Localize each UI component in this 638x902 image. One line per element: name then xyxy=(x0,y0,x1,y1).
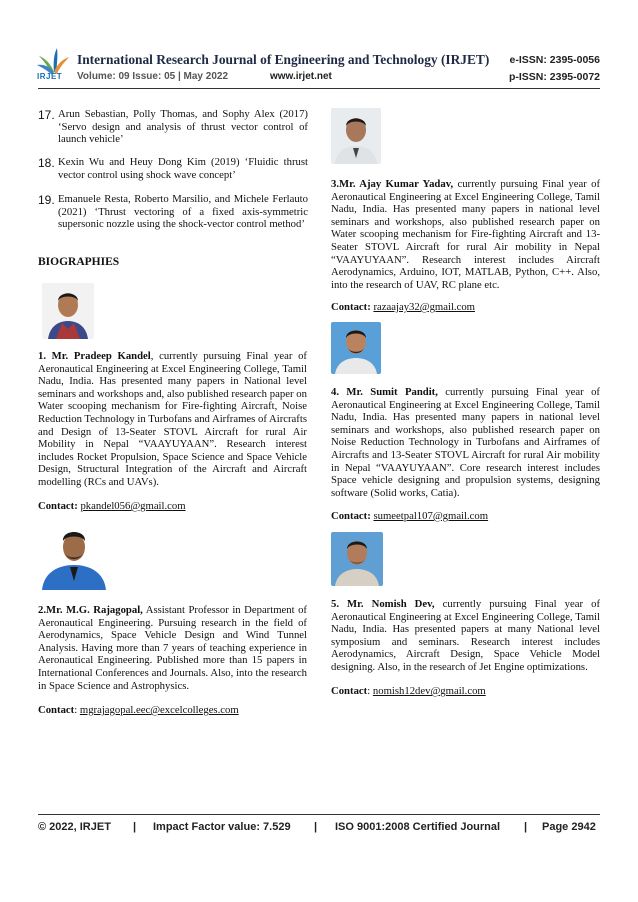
contact-line: Contact: mgrajagopal.eec@excelcolleges.com xyxy=(38,704,239,716)
biographies-heading: BIOGRAPHIES xyxy=(38,256,120,268)
logo-text: IRJET xyxy=(37,72,63,81)
author-name: 4. Mr. Sumit Pandit, xyxy=(331,386,438,398)
journal-website[interactable]: www.irjet.net xyxy=(270,71,332,82)
reference-text: Arun Sebastian, Polly Thomas, and Sophy Alex (2017) ‘Servo design and analysis of thrust vector control of launch vehicle’ xyxy=(58,108,308,146)
email-link[interactable]: razaajay32@gmail.com xyxy=(373,301,475,313)
author-photo xyxy=(331,108,381,164)
iso-certification: ISO 9001:2008 Certified Journal xyxy=(335,821,501,833)
contact-label: Contact xyxy=(38,704,75,716)
footer-separator: | xyxy=(314,821,318,833)
bio-text: Assistant Professor in Department of Aeronautical Engineering. Pursuing research in the field of Aerodynamics, Space Vehicle Design and Wind Tunnel Analysis. Having more than 7 years of teaching experience in Aeronautical Engineering. Published more than 15 papers in International Conferences and Journals. Also, into the research in Space Science and Astrophysics. xyxy=(38,604,307,692)
email-link[interactable]: pkandel056@gmail.com xyxy=(80,500,186,512)
impact-factor: Impact Factor value: 7.529 xyxy=(153,821,291,833)
bio-text: currently pursuing Final year of Aeronautical Engineering at Excel Engineering College, Tamil Nadu, India. Has presented many papers in national level seminars and workshops, also published research paper on Noise Reduction Technology in Turbofans and Airframes of Aircrafts and 13-Seater STOVL Aircraft for rural Air mobility in Nepal “VAAYUYAAN”. Core research interest includes Space vehicle designing and propulsion systems, designing software (Solid works, Catia). xyxy=(331,386,600,499)
contact-label: Contact xyxy=(331,685,368,697)
author-name: 3.Mr. Ajay Kumar Yadav, xyxy=(331,178,454,190)
reference-number: 17. xyxy=(38,108,55,122)
footer-divider xyxy=(38,814,600,815)
author-name: 2.Mr. M.G. Rajagopal, xyxy=(38,604,143,616)
bio-text: currently pursuing Final year of Aeronautical Engineering at Excel Engineering College, Tamil Nadu, India. Has presented many papers in national level seminars and workshops, also published research paper on Water scooping mechanism for Fire-fighting Aircraft and 13-Seater STOVL Aircraft for rural Air mobility in Nepal “VAAYUYAAN”. Research interest includes Aircraft Aerodynamics, Arduino, IOT, MATLAB, Python, C++. Also, into the research of UAV, RC plane etc. xyxy=(331,178,601,291)
author-name: 1. Mr. Pradeep Kandel xyxy=(38,350,151,362)
bio-paragraph xyxy=(38,604,307,692)
contact-label: Contact: xyxy=(331,510,371,522)
bio-text: , currently pursuing Final year of Aeronautical Engineering at Excel Engineering College, Tamil Nadu, India. Has presented many papers in National level seminars and workshops and, also published research paper on Water scooping mechanism for Fire-fighting Aircraft, Noise Reduction Technology in Turbofans and Airframes of Aircrafts and Design of 13-Seater STOVL Aircraft for rural Air Mobility in Nepal “VAAYUYAAN”. Research interest includes Rocket Propulsion, Space Science and Space Vehicle Design, Structural Integration of the Aircraft and Aircraft modelling (RCs and UAVs). xyxy=(38,350,307,488)
page-header xyxy=(0,0,638,100)
email-link[interactable]: sumeetpal107@gmail.com xyxy=(373,510,489,522)
contact-line: Contact: nomish12dev@gmail.com xyxy=(331,685,486,697)
pissn: p-ISSN: 2395-0072 xyxy=(508,71,600,83)
header-divider xyxy=(38,88,600,89)
email-link[interactable]: nomish12dev@gmail.com xyxy=(372,685,486,697)
eissn: e-ISSN: 2395-0056 xyxy=(509,54,600,66)
reference-number: 19. xyxy=(38,193,55,207)
contact-line xyxy=(331,510,488,522)
bio-paragraph xyxy=(331,178,600,291)
footer-separator: | xyxy=(524,821,528,833)
copyright: © 2022, IRJET xyxy=(38,821,111,833)
bio-paragraph xyxy=(331,386,600,499)
reference-text: Kexin Wu and Heuy Dong Kim (2019) ‘Fluidic thrust vector control using shock wave concept’ xyxy=(58,156,308,181)
contact-line xyxy=(331,301,475,313)
contact-label: Contact: xyxy=(38,500,78,512)
footer-separator: | xyxy=(133,821,137,833)
bio-paragraph xyxy=(331,598,600,674)
page-number: Page 2942 xyxy=(542,821,596,833)
reference-number: 18. xyxy=(38,156,55,170)
contact-line xyxy=(38,500,186,512)
contact-label: Contact: xyxy=(331,301,371,313)
author-name: 5. Mr. Nomish Dev, xyxy=(331,598,435,610)
bio-paragraph xyxy=(38,350,307,489)
author-photo xyxy=(331,532,383,586)
author-photo xyxy=(40,525,108,590)
author-photo xyxy=(331,322,381,374)
journal-title: International Research Journal of Engineering and Technology (IRJET) xyxy=(77,52,490,67)
bio-text: currently pursuing Final year of Aeronautical Engineering at Excel Engineering College, Tamil Nadu, India. Has presented papers at many National level symposium and seminars. Research interest includes Aerodynamics, Aircraft Design, Space Vehicle Model designing. Also, in the research of Jet Engine optimizations. xyxy=(331,598,600,673)
reference-text: Emanuele Resta, Roberto Marsilio, and Michele Ferlauto (2021) ‘Thrust vectoring of a fixed axis-symmetric supersonic nozzle using the shock-vector control method’ xyxy=(58,193,308,231)
email-link[interactable]: mgrajagopal.eec@excelcolleges.com xyxy=(79,704,239,716)
author-photo xyxy=(42,283,94,339)
volume-issue: Volume: 09 Issue: 05 | May 2022 xyxy=(77,71,229,82)
